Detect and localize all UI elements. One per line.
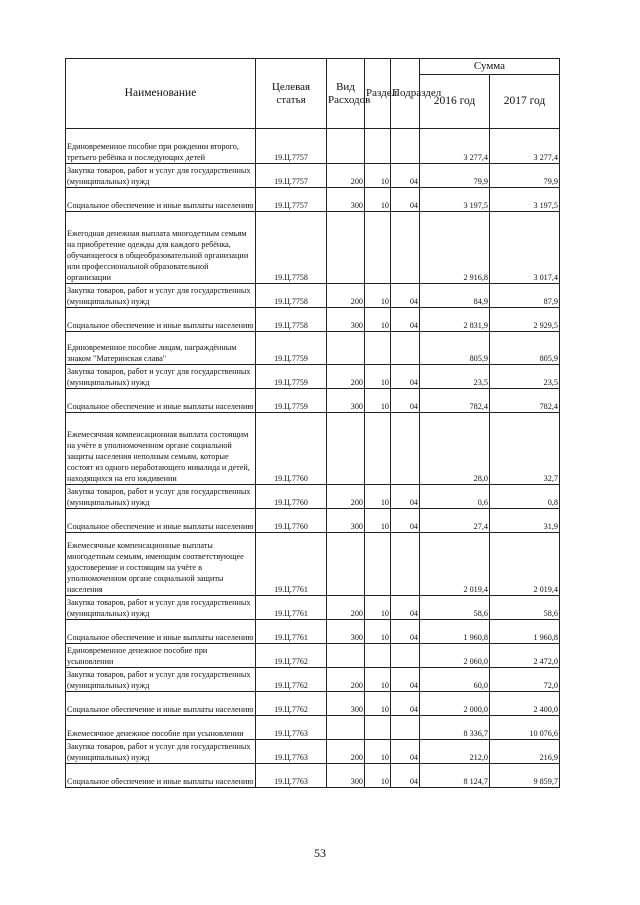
row-razdel: 10 bbox=[365, 509, 391, 533]
row-podrazdel: 04 bbox=[391, 365, 420, 389]
row-name: Ежегодная денежная выплата многодетным семьям на приобретение одежды для каждого ребёнка, обучающегося в общеобразовательной организации или профессиональной образовательной организации bbox=[66, 212, 256, 284]
row-podrazdel: 04 bbox=[391, 620, 420, 644]
table-row bbox=[66, 509, 560, 533]
header-year-2016: 2016 год bbox=[420, 75, 490, 129]
row-2017: 87,9 bbox=[490, 284, 560, 308]
row-2017: 31,9 bbox=[490, 509, 560, 533]
row-2017: 9 859,7 bbox=[490, 764, 560, 788]
row-2016: 3 277,4 bbox=[420, 129, 490, 164]
row-name: Единовременное пособие лицам, награждённым знаком "Материнская слава" bbox=[66, 332, 256, 365]
row-name: Социальное обеспечение и иные выплаты населению bbox=[66, 308, 256, 332]
page-number: 53 bbox=[314, 846, 326, 860]
row-podrazdel bbox=[391, 716, 420, 740]
table-row bbox=[66, 332, 560, 365]
table-row bbox=[66, 413, 560, 485]
header-vid: Вид Расходов bbox=[327, 59, 365, 129]
row-name: Закупка товаров, работ и услуг для государственных (муниципальных) нужд bbox=[66, 284, 256, 308]
row-podrazdel: 04 bbox=[391, 389, 420, 413]
row-2017: 3 197,5 bbox=[490, 188, 560, 212]
row-vid: 300 bbox=[327, 389, 365, 413]
row-code: 19.Ц.7759 bbox=[256, 365, 327, 389]
row-razdel: 10 bbox=[365, 164, 391, 188]
row-code: 19.Ц.7758 bbox=[256, 212, 327, 284]
row-vid: 300 bbox=[327, 188, 365, 212]
row-podrazdel: 04 bbox=[391, 596, 420, 620]
row-razdel bbox=[365, 644, 391, 668]
row-2016: 2 000,0 bbox=[420, 692, 490, 716]
table-header bbox=[66, 59, 560, 129]
row-name: Закупка товаров, работ и услуг для государственных (муниципальных) нужд bbox=[66, 365, 256, 389]
row-code: 19.Ц.7757 bbox=[256, 164, 327, 188]
row-vid: 200 bbox=[327, 596, 365, 620]
row-2017: 782,4 bbox=[490, 389, 560, 413]
row-podrazdel: 04 bbox=[391, 485, 420, 509]
row-razdel: 10 bbox=[365, 365, 391, 389]
budget-table bbox=[65, 58, 560, 788]
row-2017: 2 472,0 bbox=[490, 644, 560, 668]
row-2016: 805,9 bbox=[420, 332, 490, 365]
table-row bbox=[66, 365, 560, 389]
row-2017: 2 929,5 bbox=[490, 308, 560, 332]
row-razdel bbox=[365, 413, 391, 485]
row-name: Единовременное денежное пособие при усыновлении bbox=[66, 644, 256, 668]
row-2017: 79,9 bbox=[490, 164, 560, 188]
row-razdel: 10 bbox=[365, 308, 391, 332]
table-row bbox=[66, 668, 560, 692]
table-row bbox=[66, 308, 560, 332]
row-name: Социальное обеспечение и иные выплаты населению bbox=[66, 509, 256, 533]
header-name: Наименование bbox=[66, 59, 256, 129]
row-2016: 8 124,7 bbox=[420, 764, 490, 788]
table-row bbox=[66, 164, 560, 188]
row-razdel: 10 bbox=[365, 485, 391, 509]
row-code: 19.Ц.7761 bbox=[256, 620, 327, 644]
row-razdel bbox=[365, 332, 391, 365]
row-2017: 2 019,4 bbox=[490, 533, 560, 596]
row-podrazdel: 04 bbox=[391, 740, 420, 764]
row-razdel: 10 bbox=[365, 668, 391, 692]
row-2017: 805,9 bbox=[490, 332, 560, 365]
row-code: 19.Ц.7761 bbox=[256, 533, 327, 596]
row-razdel: 10 bbox=[365, 389, 391, 413]
row-name: Ежемесячная компенсационная выплата состоящим на учёте в уполномоченном органе социальной защиты населения неполным семьям, которые состоят из одного неработающего инвалида и детей, находящихся на его иждивении bbox=[66, 413, 256, 485]
table-row bbox=[66, 533, 560, 596]
row-podrazdel bbox=[391, 644, 420, 668]
row-podrazdel: 04 bbox=[391, 509, 420, 533]
row-code: 19.Ц.7757 bbox=[256, 129, 327, 164]
row-vid: 300 bbox=[327, 308, 365, 332]
row-name: Единовременное пособие при рождении второго, третьего ребёнка и последующих детей bbox=[66, 129, 256, 164]
table-row bbox=[66, 740, 560, 764]
table-row bbox=[66, 716, 560, 740]
row-name: Социальное обеспечение и иные выплаты населению bbox=[66, 389, 256, 413]
row-2017: 0,8 bbox=[490, 485, 560, 509]
row-name: Социальное обеспечение и иные выплаты населению bbox=[66, 692, 256, 716]
row-razdel: 10 bbox=[365, 620, 391, 644]
table-row bbox=[66, 212, 560, 284]
row-vid: 300 bbox=[327, 620, 365, 644]
row-name: Закупка товаров, работ и услуг для государственных (муниципальных) нужд bbox=[66, 485, 256, 509]
row-2016: 84,9 bbox=[420, 284, 490, 308]
row-2017: 1 960,8 bbox=[490, 620, 560, 644]
row-vid bbox=[327, 716, 365, 740]
row-vid bbox=[327, 413, 365, 485]
row-podrazdel: 04 bbox=[391, 284, 420, 308]
table-row bbox=[66, 389, 560, 413]
row-2017: 216,9 bbox=[490, 740, 560, 764]
row-2016: 58,6 bbox=[420, 596, 490, 620]
row-2017: 10 076,6 bbox=[490, 716, 560, 740]
row-code: 19.Ц.7759 bbox=[256, 332, 327, 365]
row-2017: 32,7 bbox=[490, 413, 560, 485]
row-name: Ежемесячные компенсационные выплаты многодетным семьям, имеющим соответствующее удостоверение и состоящим на учёте в уполномоченном органе социальной защиты населения bbox=[66, 533, 256, 596]
row-vid bbox=[327, 129, 365, 164]
row-2017: 23,5 bbox=[490, 365, 560, 389]
row-2016: 2 060,0 bbox=[420, 644, 490, 668]
table-row bbox=[66, 692, 560, 716]
row-code: 19.Ц.7758 bbox=[256, 284, 327, 308]
header-code: Целевая статья bbox=[256, 59, 327, 129]
row-code: 19.Ц.7758 bbox=[256, 308, 327, 332]
row-vid: 200 bbox=[327, 164, 365, 188]
row-podrazdel: 04 bbox=[391, 764, 420, 788]
row-podrazdel bbox=[391, 129, 420, 164]
row-2017: 2 400,0 bbox=[490, 692, 560, 716]
header-podrazdel: Подраздел bbox=[391, 59, 420, 129]
row-code: 19.Ц.7763 bbox=[256, 740, 327, 764]
row-2016: 28,0 bbox=[420, 413, 490, 485]
row-vid: 200 bbox=[327, 740, 365, 764]
row-podrazdel bbox=[391, 332, 420, 365]
row-name: Закупка товаров, работ и услуг для государственных (муниципальных) нужд bbox=[66, 596, 256, 620]
row-code: 19.Ц.7760 bbox=[256, 485, 327, 509]
row-2016: 27,4 bbox=[420, 509, 490, 533]
row-2016: 2 019,4 bbox=[420, 533, 490, 596]
row-code: 19.Ц.7759 bbox=[256, 389, 327, 413]
row-2016: 2 916,8 bbox=[420, 212, 490, 284]
row-2016: 3 197,5 bbox=[420, 188, 490, 212]
row-2016: 2 831,9 bbox=[420, 308, 490, 332]
row-2016: 0,6 bbox=[420, 485, 490, 509]
row-vid: 300 bbox=[327, 692, 365, 716]
row-podrazdel: 04 bbox=[391, 692, 420, 716]
row-razdel bbox=[365, 129, 391, 164]
row-razdel: 10 bbox=[365, 188, 391, 212]
row-podrazdel bbox=[391, 413, 420, 485]
row-name: Закупка товаров, работ и услуг для государственных (муниципальных) нужд bbox=[66, 668, 256, 692]
row-podrazdel: 04 bbox=[391, 308, 420, 332]
table-row bbox=[66, 485, 560, 509]
row-vid: 200 bbox=[327, 485, 365, 509]
row-razdel: 10 bbox=[365, 596, 391, 620]
row-code: 19.Ц.7757 bbox=[256, 188, 327, 212]
row-vid: 200 bbox=[327, 365, 365, 389]
header-year-2017: 2017 год bbox=[490, 75, 560, 129]
row-2017: 58,6 bbox=[490, 596, 560, 620]
row-code: 19.Ц.7763 bbox=[256, 764, 327, 788]
row-code: 19.Ц.7760 bbox=[256, 509, 327, 533]
row-name: Социальное обеспечение и иные выплаты населению bbox=[66, 620, 256, 644]
row-name: Закупка товаров, работ и услуг для государственных (муниципальных) нужд bbox=[66, 164, 256, 188]
row-2016: 60,0 bbox=[420, 668, 490, 692]
row-razdel: 10 bbox=[365, 284, 391, 308]
row-2016: 212,0 bbox=[420, 740, 490, 764]
row-vid: 200 bbox=[327, 668, 365, 692]
row-2016: 8 336,7 bbox=[420, 716, 490, 740]
row-vid: 300 bbox=[327, 764, 365, 788]
row-vid bbox=[327, 644, 365, 668]
row-2016: 1 960,8 bbox=[420, 620, 490, 644]
row-vid: 200 bbox=[327, 284, 365, 308]
row-razdel: 10 bbox=[365, 764, 391, 788]
row-podrazdel bbox=[391, 533, 420, 596]
row-2016: 782,4 bbox=[420, 389, 490, 413]
row-podrazdel: 04 bbox=[391, 164, 420, 188]
row-2017: 3 017,4 bbox=[490, 212, 560, 284]
row-vid bbox=[327, 332, 365, 365]
table-row bbox=[66, 188, 560, 212]
row-razdel bbox=[365, 533, 391, 596]
table-row bbox=[66, 596, 560, 620]
row-podrazdel bbox=[391, 212, 420, 284]
row-razdel bbox=[365, 716, 391, 740]
row-code: 19.Ц.7761 bbox=[256, 596, 327, 620]
table-row bbox=[66, 129, 560, 164]
row-code: 19.Ц.7762 bbox=[256, 692, 327, 716]
table-row bbox=[66, 284, 560, 308]
table-row bbox=[66, 764, 560, 788]
table-body bbox=[66, 129, 560, 788]
row-2017: 3 277,4 bbox=[490, 129, 560, 164]
table-row bbox=[66, 644, 560, 668]
row-2017: 72,0 bbox=[490, 668, 560, 692]
row-code: 19.Ц.7762 bbox=[256, 668, 327, 692]
row-code: 19.Ц.7762 bbox=[256, 644, 327, 668]
row-podrazdel: 04 bbox=[391, 668, 420, 692]
header-razdel: Раздел bbox=[365, 59, 391, 129]
table-row bbox=[66, 620, 560, 644]
row-podrazdel: 04 bbox=[391, 188, 420, 212]
row-name: Ежемесячное денежное пособие при усыновлении bbox=[66, 716, 256, 740]
row-razdel: 10 bbox=[365, 740, 391, 764]
row-vid: 300 bbox=[327, 509, 365, 533]
row-name: Закупка товаров, работ и услуг для государственных (муниципальных) нужд bbox=[66, 740, 256, 764]
row-2016: 79,9 bbox=[420, 164, 490, 188]
row-2016: 23,5 bbox=[420, 365, 490, 389]
row-razdel: 10 bbox=[365, 692, 391, 716]
row-name: Социальное обеспечение и иные выплаты населению bbox=[66, 188, 256, 212]
row-code: 19.Ц.7760 bbox=[256, 413, 327, 485]
header-sum: Сумма bbox=[420, 59, 560, 75]
row-razdel bbox=[365, 212, 391, 284]
row-vid bbox=[327, 533, 365, 596]
row-code: 19.Ц.7763 bbox=[256, 716, 327, 740]
row-vid bbox=[327, 212, 365, 284]
row-name: Социальное обеспечение и иные выплаты населению bbox=[66, 764, 256, 788]
